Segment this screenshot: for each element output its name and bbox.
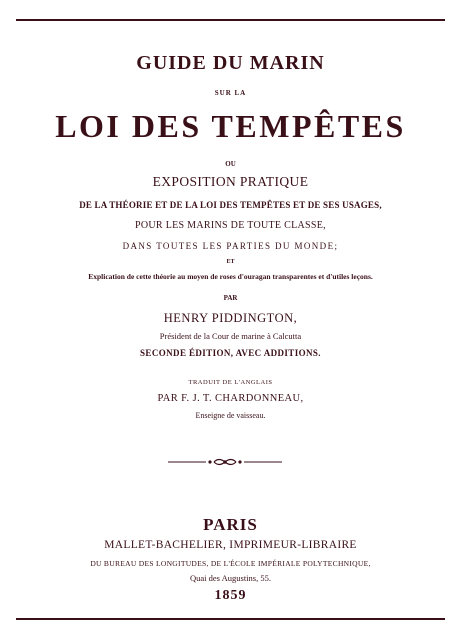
sur-la-text: SUR LA [214, 89, 247, 97]
bottom-rule [16, 618, 445, 620]
year-text: 1859 [214, 588, 247, 603]
explication-text: Explication de cette théorie au moyen de roses d'ouragan transparentes et d'utiles leçons. [88, 272, 373, 281]
translator-title: Enseigne de vaisseau. [195, 411, 266, 420]
exposition-text: EXPOSITION PRATIQUE [152, 174, 309, 189]
par-text: PAR [223, 294, 238, 302]
et-text: ET [226, 259, 235, 265]
author-name: HENRY PIDDINGTON, [163, 311, 298, 325]
title-line-guide: GUIDE DU MARIN [136, 52, 325, 74]
edition-text: SECONDE ÉDITION, AVEC ADDITIONS. [140, 348, 321, 358]
bureau-text: DU BUREAU DES LONGITUDES, DE L'ÉCOLE IMPÉRIALE POLYTECHNIQUE, [90, 559, 371, 568]
translator-name: PAR F. J. T. CHARDONNEAU, [157, 393, 304, 404]
author-title: Président de la Cour de marine à Calcutta [159, 331, 302, 341]
city-text: PARIS [203, 515, 258, 534]
traduit-text: TRADUIT DE L'ANGLAIS [188, 379, 273, 386]
main-title: LOI DES TEMPÊTES [55, 108, 406, 144]
dans-text: DANS TOUTES LES PARTIES DU MONDE; [122, 241, 339, 251]
ou-text: OU [225, 160, 236, 168]
theorie-text: DE LA THÉORIE ET DE LA LOI DES TEMPÊTES ET DE SES USAGES, [79, 200, 382, 210]
top-rule [16, 19, 445, 21]
publisher-text: MALLET-BACHELIER, IMPRIMEUR-LIBRAIRE [104, 539, 357, 551]
pour-text: POUR LES MARINS DE TOUTE CLASSE, [135, 220, 326, 231]
fleuron-ornament-icon [168, 456, 282, 468]
address-text: Quai des Augustins, 55. [190, 573, 271, 583]
